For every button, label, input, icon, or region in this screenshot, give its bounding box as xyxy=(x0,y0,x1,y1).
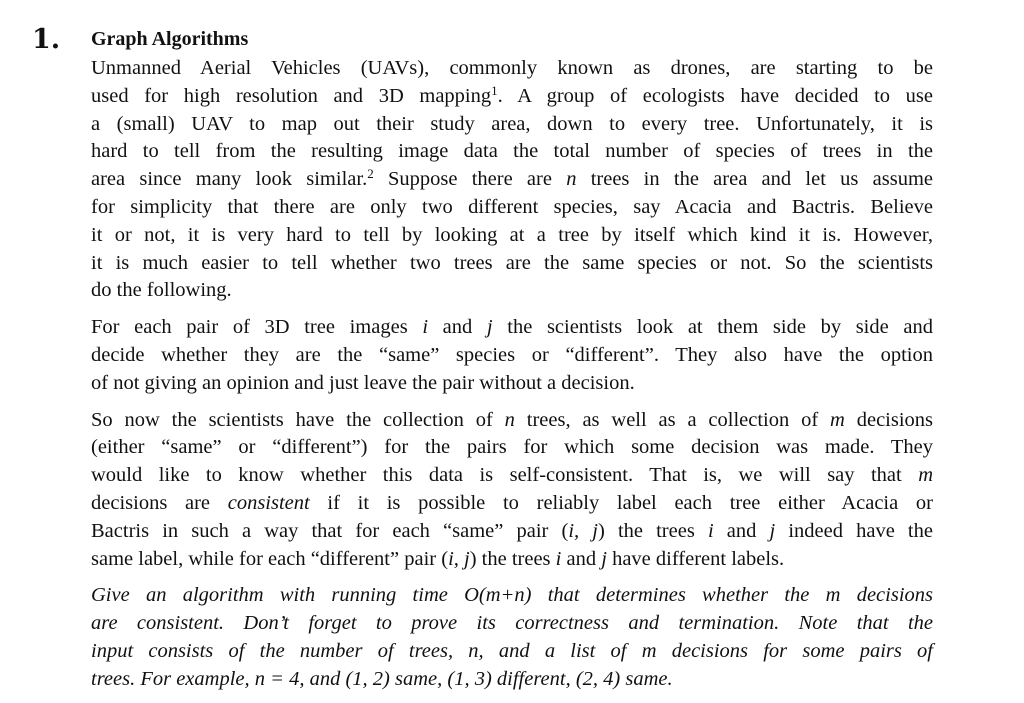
math-text: j xyxy=(769,519,776,542)
text-segment: it or not, it is very hard to tell by looking at a tree by itself which kind it is. However, xyxy=(91,223,933,246)
text-segment: decide whether they are the “same” species or “different”. They also have the option xyxy=(91,343,933,366)
footnote-marker: 2 xyxy=(367,166,374,182)
text-line xyxy=(91,194,933,222)
text-line xyxy=(91,434,933,462)
text-segment: it is much easier to tell whether two trees are the same species or not. So the scientists xyxy=(91,251,933,274)
text-segment: (either “same” or “different”) for the pairs for which some decision was made. They xyxy=(91,436,933,459)
text-segment: input consists of the number of trees, n, and a list of m decisions for some pairs of xyxy=(91,639,933,662)
text-segment: decisions are xyxy=(91,491,228,514)
problem-body xyxy=(91,55,933,703)
text-line xyxy=(91,638,933,666)
text-segment: So now the scientists have the collection of xyxy=(91,408,505,431)
text-segment: the scientists look at them side by side and xyxy=(492,316,933,339)
text-segment: are consistent. Don’t forget to prove its correctness and termination. Note that the xyxy=(91,612,933,635)
text-line xyxy=(91,582,933,610)
text-segment: used for high resolution and 3D mapping xyxy=(91,84,492,107)
problem-number: 1. xyxy=(32,24,61,55)
text-segment: and xyxy=(428,316,487,339)
text-segment: do the following. xyxy=(91,279,232,302)
text-line xyxy=(91,83,933,111)
text-segment: ) the trees xyxy=(469,547,556,570)
text-line xyxy=(91,462,933,490)
text-segment: Suppose there are xyxy=(373,168,567,191)
paragraph xyxy=(91,407,933,574)
text-segment: and xyxy=(713,519,770,542)
text-line xyxy=(91,277,933,305)
text-line xyxy=(91,610,933,638)
text-segment: trees, as well as a collection of xyxy=(514,408,831,431)
text-segment: would like to know whether this data is self-consistent. That is, we will say that xyxy=(91,464,919,487)
text-line xyxy=(91,370,933,398)
math-text: i xyxy=(422,316,429,339)
text-segment: ) the trees xyxy=(597,519,708,542)
paragraph xyxy=(91,582,933,693)
text-segment: indeed have the xyxy=(775,519,933,542)
text-line xyxy=(91,222,933,250)
text-segment: Unmanned Aerial Vehicles (UAVs), commonly known as drones, are starting to be xyxy=(91,57,933,79)
footnote-marker: 1 xyxy=(491,82,498,98)
problem-title: Graph Algorithms xyxy=(91,28,249,50)
paragraph xyxy=(91,314,933,397)
text-line xyxy=(91,407,933,435)
math-text: n xyxy=(504,408,515,431)
text-segment: if it is possible to reliably label each tree either Acacia or xyxy=(309,491,934,514)
text-segment: trees in the area and let us assume xyxy=(576,168,933,191)
math-text: i xyxy=(555,547,562,570)
text-segment: area since many look similar. xyxy=(91,168,368,191)
text-segment: . A group of ecologists have decided to use xyxy=(497,84,934,107)
text-segment: decisions xyxy=(844,408,934,431)
text-segment: For each pair of 3D tree images xyxy=(91,316,423,339)
text-segment: of not giving an opinion and just leave the pair without a decision. xyxy=(91,371,635,394)
text-segment: hard to tell from the resulting image data the total number of species of trees in the xyxy=(91,140,933,163)
math-text: m xyxy=(830,408,845,431)
text-segment: Give an algorithm with running time O(m+n) that determines whether the m decisions xyxy=(91,584,933,607)
math-text: j xyxy=(486,316,493,339)
text-line xyxy=(91,342,933,370)
paragraph xyxy=(91,55,933,305)
text-line xyxy=(91,666,933,694)
text-line xyxy=(91,250,933,278)
text-line xyxy=(91,518,933,546)
text-segment: a (small) UAV to map out their study area, down to every tree. Unfortunately, it is xyxy=(91,112,933,135)
text-line xyxy=(91,314,933,342)
math-text: j xyxy=(601,547,607,570)
text-line xyxy=(91,111,933,139)
text-line xyxy=(91,166,933,194)
math-text: i xyxy=(707,519,714,542)
text-segment: trees. For example, n = 4, and (1, 2) same, (1, 3) different, (2, 4) same. xyxy=(91,667,673,690)
math-text: m xyxy=(918,464,933,487)
math-text: i, j xyxy=(448,547,470,570)
text-line xyxy=(91,138,933,166)
math-text: i, j xyxy=(568,519,598,542)
text-line xyxy=(91,546,933,574)
math-text: consistent xyxy=(227,491,310,514)
text-line xyxy=(91,55,933,83)
text-segment: for simplicity that there are only two different species, say Acacia and Bactris. Believe xyxy=(91,195,933,218)
text-segment: and xyxy=(561,547,602,570)
math-text: n xyxy=(566,168,577,191)
text-segment: have different labels. xyxy=(606,547,785,570)
text-segment: Bactris in such a way that for each “same” pair ( xyxy=(91,519,569,542)
text-line xyxy=(91,490,933,518)
text-segment: same label, while for each “different” pair ( xyxy=(91,547,449,570)
